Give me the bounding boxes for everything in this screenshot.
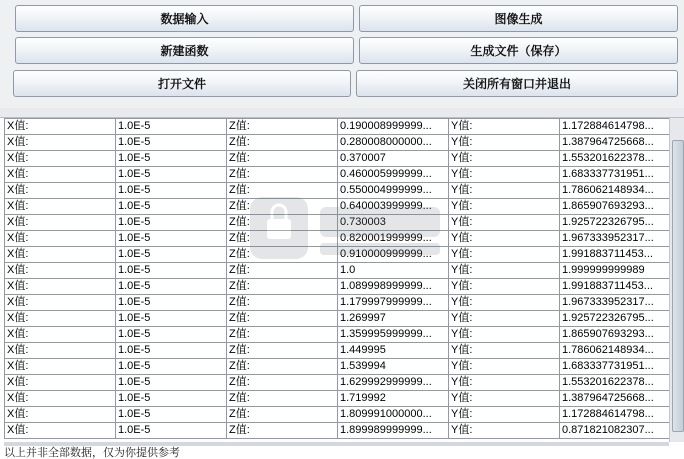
y-value-cell[interactable]: 1.387964725668... [560,135,670,151]
z-label-cell[interactable]: Z值: [227,199,338,215]
z-value-cell[interactable]: 1.899989999999... [338,423,449,439]
table-row[interactable] [5,359,670,375]
x-value-cell[interactable]: 1.0E-5 [116,215,227,231]
table-row[interactable] [5,407,670,423]
y-value-cell[interactable]: 1.991883711453... [560,279,670,295]
x-value-cell[interactable]: 1.0E-5 [116,279,227,295]
y-value-cell[interactable]: 0.871821082307... [560,423,670,439]
y-value-cell[interactable]: 1.925722326795... [560,215,670,231]
note-caption: 以上并非全部数据，仅为你提供参考 [4,446,180,459]
z-value-cell[interactable]: 1.179997999999... [338,295,449,311]
y-label-cell[interactable]: Y值: [449,327,560,343]
x-label-cell[interactable]: X值: [5,311,116,327]
table-row[interactable] [5,151,670,167]
x-value-cell[interactable]: 1.0E-5 [116,407,227,423]
y-label-cell[interactable]: Y值: [449,295,560,311]
y-value-cell[interactable]: 1.925722326795... [560,311,670,327]
image-generate-button[interactable] [359,5,678,32]
z-label-cell[interactable]: Z值: [227,247,338,263]
x-value-cell[interactable]: 1.0E-5 [116,151,227,167]
x-label-cell[interactable]: X值: [5,391,116,407]
table-row[interactable] [5,167,670,183]
z-value-cell[interactable]: 0.190008999999... [338,119,449,135]
x-label-cell[interactable]: X值: [5,279,116,295]
z-value-cell[interactable]: 1.539994 [338,359,449,375]
table-row[interactable] [5,183,670,199]
z-value-cell[interactable]: 0.730003 [338,215,449,231]
y-label-cell[interactable]: Y值: [449,167,560,183]
z-label-cell[interactable]: Z值: [227,135,338,151]
y-label-cell[interactable]: Y值: [449,151,560,167]
z-value-cell[interactable]: 1.719992 [338,391,449,407]
table-row[interactable] [5,375,670,391]
y-value-cell[interactable]: 1.999999999989 [560,263,670,279]
y-value-cell[interactable]: 1.865907693293... [560,327,670,343]
x-label-cell[interactable]: X值: [5,215,116,231]
x-label-cell[interactable]: X值: [5,199,116,215]
button-toolbar [0,0,684,109]
y-label-cell[interactable]: Y值: [449,423,560,439]
z-value-cell[interactable]: 0.820001999999... [338,231,449,247]
y-value-cell[interactable]: 1.553201622378... [560,375,670,391]
z-value-cell[interactable]: 1.809991000000... [338,407,449,423]
z-value-cell[interactable]: 1.269997 [338,311,449,327]
y-label-cell[interactable]: Y值: [449,119,560,135]
new-function-button[interactable] [15,37,354,64]
y-label-cell[interactable]: Y值: [449,375,560,391]
table-row[interactable] [5,327,670,343]
y-label-cell[interactable]: Y值: [449,343,560,359]
x-label-cell[interactable]: X值: [5,407,116,423]
table-row[interactable] [5,391,670,407]
y-value-cell[interactable]: 1.786062148934... [560,183,670,199]
x-value-cell[interactable]: 1.0E-5 [116,423,227,439]
z-label-cell[interactable]: Z值: [227,327,338,343]
y-label-cell[interactable]: Y值: [449,311,560,327]
x-label-cell[interactable]: X值: [5,359,116,375]
x-value-cell[interactable]: 1.0E-5 [116,247,227,263]
z-label-cell[interactable]: Z值: [227,183,338,199]
z-value-cell[interactable]: 0.460005999999... [338,167,449,183]
z-value-cell[interactable]: 0.280008000000... [338,135,449,151]
y-label-cell[interactable]: Y值: [449,215,560,231]
close-all-exit-button-label: 关闭所有窗口并退出 [462,77,571,91]
y-label-cell[interactable]: Y值: [449,391,560,407]
x-label-cell[interactable]: X值: [5,375,116,391]
table-row[interactable] [5,279,670,295]
y-label-cell[interactable]: Y值: [449,359,560,375]
z-label-cell[interactable]: Z值: [227,311,338,327]
x-label-cell[interactable]: X值: [5,119,116,135]
y-value-cell[interactable]: 1.865907693293... [560,199,670,215]
y-value-cell[interactable]: 1.786062148934... [560,343,670,359]
z-label-cell[interactable]: Z值: [227,391,338,407]
data-table-viewport [4,118,669,442]
y-label-cell[interactable]: Y值: [449,199,560,215]
x-value-cell[interactable]: 1.0E-5 [116,119,227,135]
table-row[interactable] [5,247,670,263]
z-label-cell[interactable]: Z值: [227,151,338,167]
x-label-cell[interactable]: X值: [5,343,116,359]
x-value-cell[interactable]: 1.0E-5 [116,327,227,343]
z-value-cell[interactable]: 1.629992999999... [338,375,449,391]
y-label-cell[interactable]: Y值: [449,135,560,151]
z-label-cell[interactable]: Z值: [227,279,338,295]
z-value-cell[interactable]: 0.370007 [338,151,449,167]
table-row[interactable] [5,311,670,327]
y-label-cell[interactable]: Y值: [449,279,560,295]
vertical-scrollbar-thumb[interactable] [672,140,684,432]
x-label-cell[interactable]: X值: [5,183,116,199]
z-value-cell[interactable]: 1.359995999999... [338,327,449,343]
y-value-cell[interactable]: 1.172884614798... [560,407,670,423]
y-label-cell[interactable]: Y值: [449,231,560,247]
x-label-cell[interactable]: X值: [5,247,116,263]
y-label-cell[interactable]: Y值: [449,247,560,263]
y-label-cell[interactable]: Y值: [449,407,560,423]
z-label-cell[interactable]: Z值: [227,119,338,135]
x-label-cell[interactable]: X值: [5,167,116,183]
z-label-cell[interactable]: Z值: [227,375,338,391]
z-label-cell[interactable]: Z值: [227,231,338,247]
x-value-cell[interactable]: 1.0E-5 [116,231,227,247]
table-row[interactable] [5,119,670,135]
y-value-cell[interactable]: 1.967333952317... [560,231,670,247]
table-row[interactable] [5,199,670,215]
z-value-cell[interactable]: 1.089998999999... [338,279,449,295]
open-file-button[interactable] [13,70,351,97]
z-label-cell[interactable]: Z值: [227,167,338,183]
z-label-cell[interactable]: Z值: [227,215,338,231]
x-value-cell[interactable]: 1.0E-5 [116,343,227,359]
y-value-cell[interactable]: 1.172884614798... [560,119,670,135]
y-value-cell[interactable]: 1.991883711453... [560,247,670,263]
data-table-body [5,119,670,439]
open-file-button-label: 打开文件 [157,77,206,91]
y-label-cell[interactable]: Y值: [449,263,560,279]
image-generate-button-label: 图像生成 [494,12,543,26]
z-label-cell[interactable]: Z值: [227,295,338,311]
y-value-cell[interactable]: 1.683337731951... [560,167,670,183]
z-value-cell[interactable]: 0.910000999999... [338,247,449,263]
table-row[interactable] [5,231,670,247]
generate-file-save-button-label: 生成文件（保存） [470,44,567,58]
close-all-exit-button[interactable] [356,70,678,97]
table-row[interactable] [5,263,670,279]
x-label-cell[interactable]: X值: [5,295,116,311]
z-label-cell[interactable]: Z值: [227,343,338,359]
data-table [4,118,669,439]
x-value-cell[interactable]: 1.0E-5 [116,199,227,215]
x-label-cell[interactable]: X值: [5,151,116,167]
table-row[interactable] [5,295,670,311]
vertical-scrollbar[interactable] [669,118,684,442]
z-label-cell[interactable]: Z值: [227,423,338,439]
z-label-cell[interactable]: Z值: [227,263,338,279]
split-pane-divider[interactable] [0,108,684,118]
data-input-button[interactable] [15,5,354,32]
x-value-cell[interactable]: 1.0E-5 [116,135,227,151]
new-function-button-label: 新建函数 [160,44,209,58]
y-value-cell[interactable]: 1.683337731951... [560,359,670,375]
z-value-cell[interactable]: 0.640003999999... [338,199,449,215]
table-row[interactable] [5,343,670,359]
x-value-cell[interactable]: 1.0E-5 [116,263,227,279]
y-value-cell[interactable]: 1.387964725668... [560,391,670,407]
x-label-cell[interactable]: X值: [5,135,116,151]
x-value-cell[interactable]: 1.0E-5 [116,183,227,199]
x-value-cell[interactable]: 1.0E-5 [116,375,227,391]
y-value-cell[interactable]: 1.967333952317... [560,295,670,311]
z-label-cell[interactable]: Z值: [227,359,338,375]
x-value-cell[interactable]: 1.0E-5 [116,311,227,327]
x-label-cell[interactable]: X值: [5,423,116,439]
z-value-cell[interactable]: 1.449995 [338,343,449,359]
z-value-cell[interactable]: 0.550004999999... [338,183,449,199]
y-label-cell[interactable]: Y值: [449,183,560,199]
x-label-cell[interactable]: X值: [5,231,116,247]
x-label-cell[interactable]: X值: [5,263,116,279]
generate-file-save-button[interactable] [359,37,678,64]
x-value-cell[interactable]: 1.0E-5 [116,167,227,183]
x-value-cell[interactable]: 1.0E-5 [116,391,227,407]
table-row[interactable] [5,215,670,231]
table-row[interactable] [5,423,670,439]
x-label-cell[interactable]: X值: [5,327,116,343]
z-value-cell[interactable]: 1.0 [338,263,449,279]
y-value-cell[interactable]: 1.553201622378... [560,151,670,167]
x-value-cell[interactable]: 1.0E-5 [116,359,227,375]
table-row[interactable] [5,135,670,151]
z-label-cell[interactable]: Z值: [227,407,338,423]
x-value-cell[interactable]: 1.0E-5 [116,295,227,311]
data-input-button-label: 数据输入 [160,12,209,26]
